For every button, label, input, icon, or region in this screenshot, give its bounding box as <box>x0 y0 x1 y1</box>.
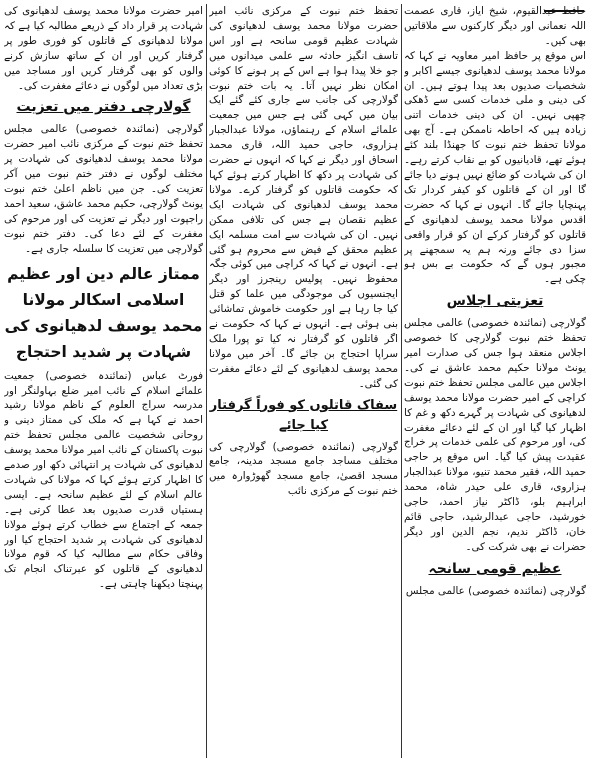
paragraph: تحفظ ختم نبوت کے مرکزی نائب امیر حضرت مولانا محمد یوسف لدھیانوی کی شہادت عظیم قومی سانحہ ہے اور اس تاسف انگیز حادثہ سے علمی میدانوں میں جو خلا پیدا ہوا ہے اس کے پر ہونے کا کوئی امکان نظر نہیں آتا۔ یہ بات ختم نبوت گولارچی کی جانب سے جاری کئے گئے ایک بیان میں کہی گئی ہے جس میں جمعیت علمائے اسلام کے رہنماؤں، مولانا عبدالجبار ہزاروی، حاجی حمید اللہ، قاری محمد اسحاق اور دیگر نے کہا کہ انہوں نے حضرت کی شہادت پر دکھ کا اظہار کرتے ہوئے کہا کہ حکومت قاتلوں کو گرفتار کرے۔ مولانا محمد یوسف لدھیانوی کی شہادت ایک عظیم نقصان ہے جس کی تلافی ممکن نہیں۔ ان کی شہادت سے امت مسلمہ ایک عظیم محقق کے فیض سے محروم ہو گئی ہے۔ انہوں نے کہا کہ کراچی میں کوئی جگہ محفوظ نہیں۔ پولیس رینجرز اور دیگر ایجنسیوں کی موجودگی میں علما کو قتل کیا جا رہا ہے اور حکومت خاموش تماشائی بنی ہوئی ہے۔ انہوں نے کہا کہ حکومت نے اگر قاتلوں کو گرفتار نہ کیا تو پورا ملک سراپا احتجاج بن جائے گا۔ آخر میں مولانا محمد یوسف لدھیانوی کے لئے دعائے مغفرت کی گئی۔ <box>209 5 398 390</box>
column-left <box>4 4 203 758</box>
headline-national-tragedy: عظیم قومی سانحہ <box>428 560 562 577</box>
paragraph: حافظ عبدالقیوم، شیخ ایاز، قاری عصمت اللہ نعمانی اور دیگر کارکنوں سے ملاقاتیں بھی کیں۔ <box>404 5 586 47</box>
paragraph: گولارچی (نمائندہ خصوصی) گولارچی کی مختلف مساجد جامع مسجد مدینہ، جامع مسجد اقصیٰ، جامع مسجد گھوڑوارہ میں ختم نبوت کے مرکزی نائب <box>209 440 398 498</box>
paragraph: گولارچی (نمائندہ خصوصی) عالمی مجلس تحفظ ختم نبوت گولارچی کا خصوصی اجلاس منعقد ہوا جس کی صدارت امیر یونٹ مولانا حکیم محمد عاشق نے کی۔ اجلاس میں عالمی مجلس تحفظ ختم نبوت کراچی کے امیر حضرت مولانا محمد یوسف لدھیانوی کی شہادت پر گہرے دکھ و غم کا اظہار کیا گیا اور ان کے لئے دعائے مغفرت کی، اور مرحوم کی علمی خدمات پر خراج عقیدت پیش کیا گیا۔ اس موقع پر حاجی حمید اللہ، فقیر محمد تنیو، مولانا عبدالجبار ہزاروی، قاری علی حیدر شاہ، محمد ابراہیم بلو، ڈاکٹر نیاز احمد، حاجی خورشید، حاجی عبدالرشید، حاجی قائم خان، ڈاکٹر ندیم، نجم الدین اور دیگر حضرات نے بھی شرکت کی۔ <box>404 317 586 553</box>
column-middle <box>209 4 398 758</box>
headline-office-condolence: گولارچی دفتر میں تعزیت <box>16 99 191 116</box>
headline-arrest-killers: سفاک قاتلوں کو فوراً گرفتار کیا جائے <box>209 397 398 433</box>
column-divider <box>401 4 402 758</box>
paragraph: اس موقع پر حافظ امیر معاویہ نے کہا کہ مولانا محمد یوسف لدھیانوی جیسے اکابر و شخصیات صدیوں بعد پیدا ہوتے ہیں۔ ان کی دینی و ملی خدمات کسی سے ڈھکی چھپی نہیں۔ ان کی دینی خدمات اتنی زیادہ ہیں کہ احاطہ ناممکن ہے۔ آج بھی مولانا تحفظ ختم نبوت کا جھنڈا بلند کئے ہوئے تھے، قادیانیوں کو بے نقاب کرتے رہے۔ ان کی شہادت کو ضائع نہیں ہونے دیا جائے گا اور ان کے قاتلوں کو کیفر کردار تک پہنچایا جائے گا۔ انہوں نے کہا کہ حضرت اقدس مولانا محمد یوسف لدھیانوی کے قاتلوں کو گرفتار کرکے ان کو قرار واقعی سزا دی جائے ورنہ ہم یہ سمجھنے پر مجبور ہوں گے کہ حکومت بے بس ہو چکی ہے۔ <box>404 49 586 286</box>
headline-condolence-meeting: تعزیتی اجلاس <box>446 293 544 310</box>
paragraph: گولارچی (نمائندہ خصوصی) عالمی مجلس <box>405 584 586 597</box>
paragraph: فورٹ عباس (نمائندہ خصوصی) جمعیت علمائے اسلام کے نائب امیر ضلع بہاولنگر اور مدرسہ سراج العلوم کے ناظم مولانا رشید احمد نے کہا ہے کہ ملک کی ممتاز دینی و روحانی شخصیت عالمی مجلس تحفظ ختم نبوت پاکستان کے نائب امیر مولانا محمد یوسف لدھیانوی کی شہادت پر انتہائی دکھ اور صدمے کا اظہار کرتے ہوئے کہا کہ مولانا کی شہادت عالم اسلام کے لئے عظیم سانحہ ہے۔ ایسی ہستیاں قدرت صدیوں بعد عطا کرتی ہے۔ جمعہ کے اجتماع سے خطاب کرتے ہوئے مولانا لدھیانوی کی شہادت پر شدید احتجاج کیا اور وفاقی حکام سے مطالبہ کیا کہ قوم مولانا لدھیانوی کے قاتلوں کو عبرتناک انجام تک پہنچتا دیکھنا چاہتی ہے۔ <box>4 369 203 591</box>
column-right <box>404 4 586 758</box>
headline-protest: ممتاز عالم دین اور عظیم اسلامی اسکالر مولانا محمد یوسف لدھیانوی کی شہادت پر شدید احتجاج <box>4 264 203 361</box>
column-divider <box>206 4 207 758</box>
paragraph: گولارچی (نمائندہ خصوصی) عالمی مجلس تحفظ ختم نبوت کے مرکزی نائب امیر حضرت مولانا محمد یوسف لدھیانوی کی شہادت پر مختلف لوگوں نے دفتر ختم نبوت میں آکر تعزیت کی۔ جن میں ناظم اعلیٰ ختم نبوت یونٹ گولارچی، حکیم محمد عاشق، سعید احمد راجپوت اور دیگر نے تعزیت کی اور مرحوم کی مغفرت کے لئے دعا کی۔ دفتر ختم نبوت گولارچی میں تعزیت کا سلسلہ جاری ہے۔ <box>4 123 203 255</box>
paragraph: امیر حضرت مولانا محمد یوسف لدھیانوی کی شہادت پر قرار داد کے ذریعے مطالبہ کیا ہے کہ مولانا لدھیانوی کے قاتلوں کو فوری طور پر گرفتار کریں اور ان کے ساتھ سازش کرنے والوں کو بھی گرفتار کریں اور مساجد میں بڑی تعداد میں لوگوں نے دعائے مغفرت کی۔ <box>4 5 203 92</box>
